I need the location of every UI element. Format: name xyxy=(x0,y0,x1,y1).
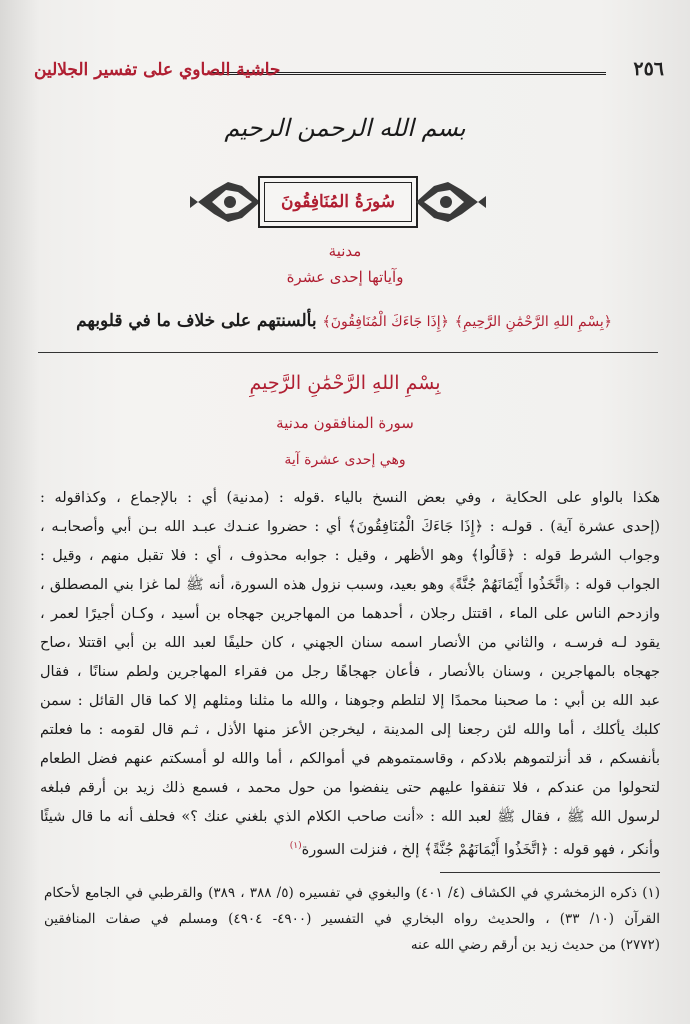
verse-text: ﴿إِذَا جَاءَكَ الْمُنَافِقُونَ﴾ xyxy=(322,314,449,330)
body-line: لتحولوا من عندكم ، فلا تنفقوا عليهم حتى ينفضوا من حول محمد ، فسمع ذلك زيد بن أرقم فبلغه xyxy=(40,780,660,796)
body-line-last xyxy=(40,832,660,861)
footnote-marker[interactable]: (١) xyxy=(289,841,302,851)
body-line: عبد الله بن أبي : ما صحبنا محمدًا إلا لتلطم وجوهنا ، والله ما مثلنا ومثلهم إلا كما قال القائل : سمن xyxy=(40,693,660,709)
verse-count: وآياتها إحدى عشرة xyxy=(286,268,404,286)
running-header xyxy=(34,58,664,86)
quran-verse-line xyxy=(40,311,648,341)
footnotes xyxy=(44,880,660,958)
footnote-line: القرآن (١٠/ ٣٣) ، والحديث رواه البخاري في التفسير (٤٩٠٠- ٤٩٠٤) ومسلم في صفات المنافقين xyxy=(44,911,660,927)
footnote-line: (١) ذكره الزمخشري في الكشاف (٤/ ٤٠١) والبغوي في تفسيره (٥/ ٣٨٨ ، ٣٨٩) والقرطبي في الجامع لأحكام xyxy=(44,885,660,901)
commentary-sura-title: سورة المنافقون مدنية xyxy=(276,414,414,432)
body-line: (إحدى عشرة آية) . قولـه : ﴿إِذَا جَاءَكَ الْمُنَافِقُونَ﴾ أي : حضروا عنـدك عبـد الله بـن أبي وأصحابـه ، xyxy=(40,519,660,535)
commentary-basmala: بِسْمِ اللهِ الرَّحْمَٰنِ الرَّحِيمِ xyxy=(249,372,441,394)
revelation-type: مدنية xyxy=(328,242,362,260)
section-divider xyxy=(38,352,658,353)
footnote-line: (٢٧٧٢) من حديث زيد بن أرقم رضي الله عنه xyxy=(410,937,660,953)
verse-basmala: ﴿بِسْمِ اللهِ الرَّحْمَٰنِ الرَّحِيمِ﴾ xyxy=(454,314,612,330)
body-line: وازدحم الناس على الماء ، اقتتل رجلان ، أحدهما من المهاجرين جهجاه بن أسيد ، وكـان أجيرًا لعمر ، xyxy=(40,606,660,622)
commentary-verse-count: وهي إحدى عشرة آية xyxy=(284,452,406,468)
verse-tafsir: بألسنتهم على خلاف ما في قلوبهم xyxy=(76,311,317,331)
running-title: حاشية الصاوي على تفسير الجلالين xyxy=(34,60,281,80)
body-line-text: وأنكر ، فهو قوله : ﴿اتَّخَذُوا أَيْمَانَهُمْ جُنَّةً﴾ إلخ ، فنزلت السورة xyxy=(301,841,660,858)
body-line: جهجاه بالمهاجرين ، وسنان بالأنصار ، فأعان جهجاهًا رجل من فقراء المهاجرين ولطم سنانًا ، فقال xyxy=(40,664,660,680)
body-line: الجواب قوله : ﴿اتَّخَذُوا أَيْمَانَهُمْ جُنَّةً﴾ وهو بعيد، وسبب نزول هذه السورة، أنه ﷺ لما غزا بني المصطلق ، xyxy=(40,577,660,593)
basmala-calligraphy: بسم الله الرحمن الرحيم xyxy=(224,114,466,142)
right-ornament-icon xyxy=(414,172,488,232)
body-line: بأنفسكم ، قد أنزلتموهم بلادكم ، وقاسمتموهم في أموالكم ، أما والله لو أمسكتم عنهم فضل الطعام xyxy=(40,751,660,767)
left-ornament-icon xyxy=(188,172,262,232)
sura-title: سُورَةُ المُنَافِقُونَ xyxy=(258,176,418,228)
commentary-body xyxy=(40,484,660,861)
page-number: ٢٥٦ xyxy=(633,58,664,80)
body-line: كلبك يأكلك ، أما والله لئن رجعنا إلى المدينة ، ليخرجن الأعز منها الأذل ، ثـم قال لقومه : ما فعلتم xyxy=(40,722,660,738)
body-line: يقود لـه فرسـه ، والثاني من الأنصار اسمه سنان الجهني ، كان حليفًا لعبد الله بن أبي اقتتلا ،صاح xyxy=(40,635,660,651)
sura-title-cartouche xyxy=(188,172,488,232)
footnote-divider xyxy=(440,872,660,873)
body-line: وجواب الشرط قوله : ﴿قَالُوا﴾ وهو الأظهر ، وقيل : جوابه محذوف ، أي : فلا تقبل منهم ، وقيل : xyxy=(40,548,660,564)
body-line: لرسول الله ﷺ ، فقال ﷺ لعبد الله : «أنت صاحب الكلام الذي بلغني عنك ؟» فحلف أنه ما قال شيئًا xyxy=(40,809,660,825)
body-line: هكذا بالواو على الحكاية ، وفي بعض النسخ بالياء .قوله : (مدنية) أي : بالإجماع ، وكذاقوله : xyxy=(40,490,660,506)
